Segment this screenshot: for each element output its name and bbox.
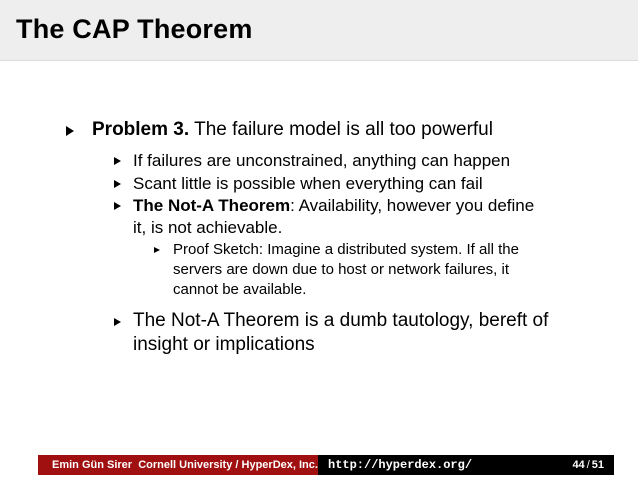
not-a-theorem-label: The Not-A Theorem bbox=[133, 196, 291, 215]
bullet-arrow-icon bbox=[114, 157, 121, 165]
problem-label: Problem 3. bbox=[92, 119, 190, 140]
footer-page-number bbox=[488, 455, 614, 475]
footer-url: http://hyperdex.org/ bbox=[318, 455, 488, 475]
title-bar bbox=[0, 0, 638, 61]
bullet-arrow-icon bbox=[66, 126, 74, 136]
footer-author: Emin Gün Sirer bbox=[52, 459, 133, 471]
sub-item-3-rest: : Availability, however you define bbox=[290, 196, 535, 215]
footer-affiliation: Cornell University / HyperDex, Inc. bbox=[138, 459, 318, 471]
proof-line-2: servers are down due to host or network failures, it bbox=[173, 261, 509, 278]
slide-title: The CAP Theorem bbox=[16, 14, 253, 44]
sub-item-2: Scant little is possible when everything can fail bbox=[133, 174, 483, 193]
sub-item-1: If failures are unconstrained, anything can happen bbox=[133, 151, 511, 170]
sub-item-3-line2: it, is not achievable. bbox=[133, 218, 283, 237]
proof-sketch bbox=[173, 240, 519, 300]
sub-item-4-line2: insight or implications bbox=[133, 334, 315, 355]
bullet-arrow-icon bbox=[114, 202, 121, 210]
bullet-arrow-icon bbox=[114, 180, 121, 188]
bullet-arrow-icon bbox=[114, 318, 121, 326]
page-separator: / bbox=[586, 459, 590, 471]
problem-item bbox=[92, 118, 493, 142]
problem-text: The failure model is all too powerful bbox=[189, 119, 493, 140]
footer-author-block bbox=[38, 455, 318, 475]
page-total: 51 bbox=[591, 459, 604, 471]
bullet-arrow-icon bbox=[154, 247, 160, 253]
sub-item-3 bbox=[133, 195, 534, 239]
sub-item-4-line1: The Not-A Theorem is a dumb tautology, bereft of bbox=[133, 310, 549, 331]
page-current: 44 bbox=[572, 459, 585, 471]
proof-line-3: cannot be available. bbox=[173, 281, 307, 298]
slide-footer bbox=[38, 455, 614, 475]
proof-line-1: Proof Sketch: Imagine a distributed system. If all the bbox=[173, 241, 519, 258]
sub-item-4 bbox=[133, 309, 548, 357]
